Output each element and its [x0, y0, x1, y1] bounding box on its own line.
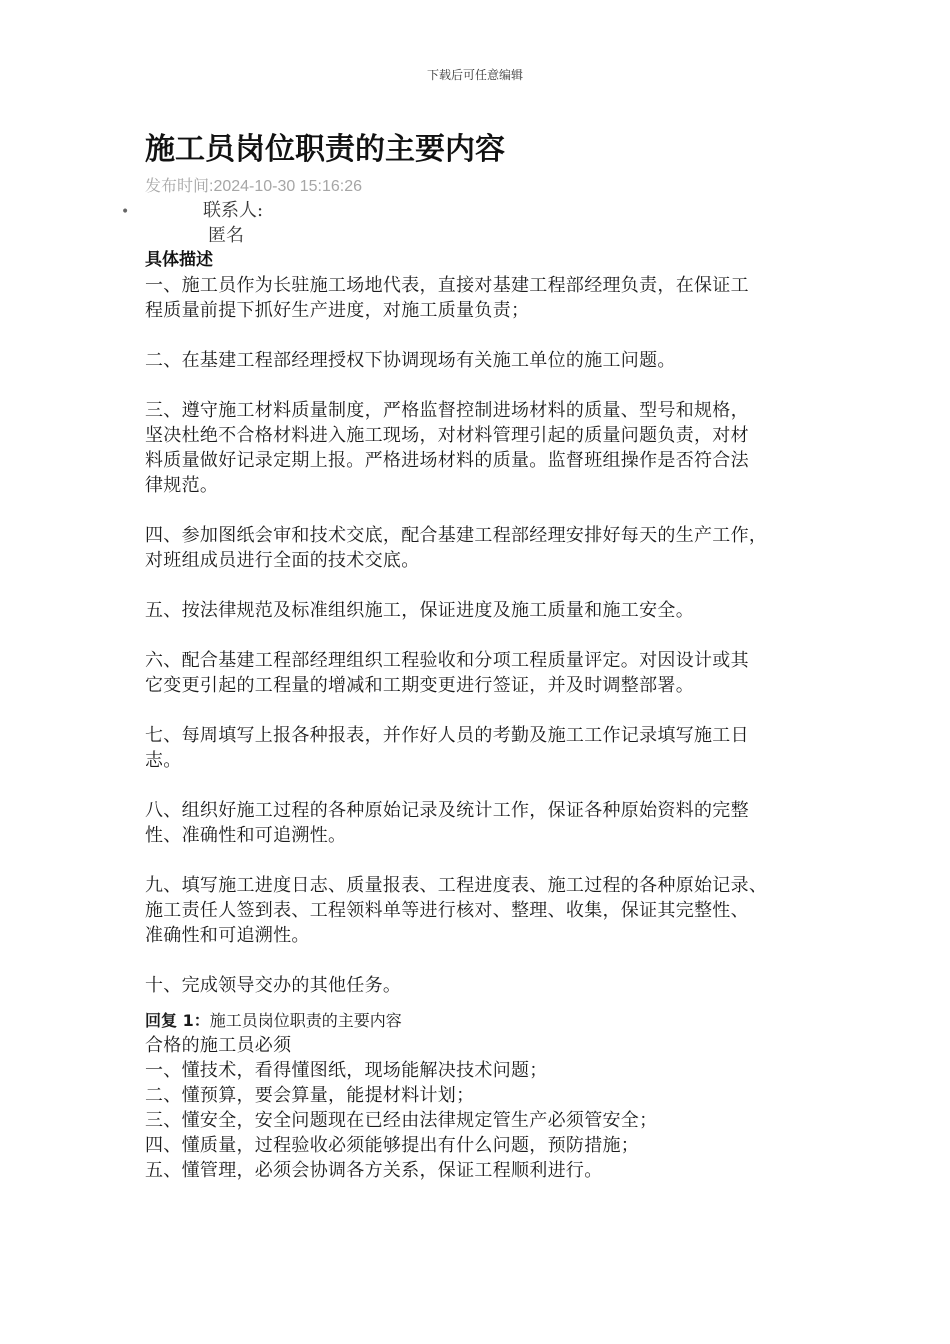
duty-paragraph-6: 六、配合基建工程部经理组织工程验收和分项工程质量评定。对因设计或其 它变更引起的工程量的增减和工期变更进行签证，并及时调整部署。 — [145, 650, 749, 696]
contact-label: 联系人: — [203, 200, 264, 221]
page-title: 施工员岗位职责的主要内容 — [145, 132, 505, 167]
contact-block — [121, 198, 825, 248]
reply-line-5: 四、懂质量，过程验收必须能够提出有什么问题，预防措施； — [145, 1135, 640, 1156]
duty-paragraph-5: 五、按法律规范及标准组织施工，保证进度及施工质量和施工安全。 — [145, 600, 694, 621]
duty-paragraph-7: 七、每周填写上报各种报表，并作好人员的考勤及施工工作记录填写施工日 志。 — [145, 725, 749, 771]
reply-title: 施工员岗位职责的主要内容 — [209, 1011, 402, 1030]
duty-paragraph-3: 三、遵守施工材料质量制度，严格监督控制进场材料的质量、型号和规格， 坚决杜绝不合格材料进入施工现场，对材料管理引起的质量问题负责，对材 料质量做好记录定期上报。严格进场材料的质量。监督班组操作是否符合法 律规范。 — [145, 400, 749, 496]
reply-line-2: 一、懂技术，看得懂图纸，现场能解决技术问题； — [145, 1060, 548, 1081]
reply-line-6: 五、懂管理，必须会协调各方关系，保证工程顺利进行。 — [145, 1160, 603, 1181]
reply-label: 回复 1： — [145, 1011, 210, 1030]
duty-paragraph-9: 九、填写施工进度日志、质量报表、工程进度表、施工过程的各种原始记录、 施工责任人签到表、工程领料单等进行核对、整理、收集，保证其完整性、 准确性和可追溯性。 — [145, 875, 768, 946]
duty-paragraph-8: 八、组织好施工过程的各种原始记录及统计工作，保证各种原始资料的完整 性、准确性和可追溯性。 — [145, 800, 749, 846]
duty-paragraph-10: 十、完成领导交办的其他任务。 — [145, 975, 402, 996]
reply-heading — [145, 1008, 825, 1033]
reply-line-4: 三、懂安全，安全问题现在已经由法律规定管生产必须管安全； — [145, 1110, 658, 1131]
duty-paragraph-4: 四、参加图纸会审和技术交底，配合基建工程部经理安排好每天的生产工作， 对班组成员进行全面的技术交底。 — [145, 525, 768, 571]
publish-time: 发布时间:2024-10-30 15:16:26 — [145, 178, 363, 195]
reply-line-3: 二、懂预算，要会算量，能提材料计划； — [145, 1085, 475, 1106]
header-note: 下载后可任意编辑 — [426, 68, 523, 82]
article — [121, 128, 825, 1183]
reply-line-1: 合格的施工员必须 — [145, 1035, 292, 1056]
duty-paragraph-1: 一、施工员作为长驻施工场地代表，直接对基建工程部经理负责，在保证工 程质量前提下抓好生产进度，对施工质量负责； — [145, 275, 749, 321]
duty-paragraph-2: 二、在基建工程部经理授权下协调现场有关施工单位的施工问题。 — [145, 350, 676, 371]
contact-value: 匿名 — [208, 225, 244, 246]
section-heading: 具体描述 — [145, 250, 213, 270]
bullet-icon: • — [121, 204, 130, 220]
